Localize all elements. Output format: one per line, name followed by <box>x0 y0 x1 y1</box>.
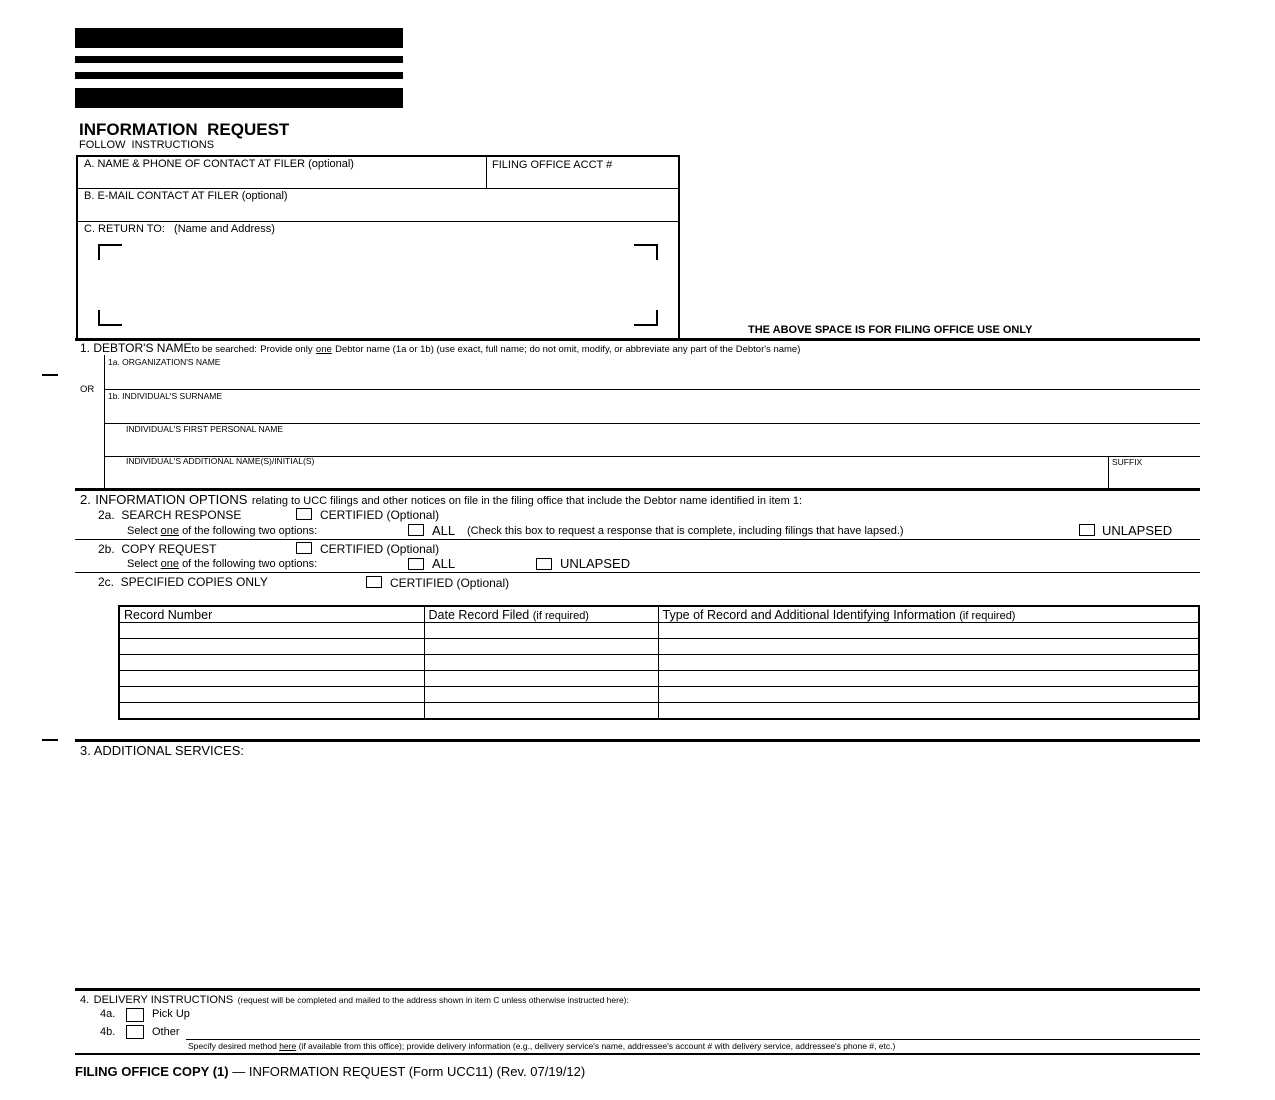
email-contact-field[interactable] <box>84 204 676 220</box>
search-unlapsed-label: UNLAPSED <box>1102 523 1173 538</box>
section-2-title-rest: relating to UCC filings and other notices on file in the filing office that include the Debtor name identified in item 1: <box>251 495 803 507</box>
additional-name-field[interactable] <box>126 470 1106 488</box>
column-header-main: Date Record Filed <box>428 607 530 622</box>
pick-up-checkbox[interactable] <box>126 1008 144 1022</box>
select-one: one <box>160 525 179 537</box>
table-row <box>119 703 1199 720</box>
margin-tick <box>42 374 58 376</box>
other-checkbox[interactable] <box>126 1025 144 1039</box>
table-cell[interactable] <box>424 655 658 671</box>
surname-label: 1b. INDIVIDUAL'S SURNAME <box>108 391 223 401</box>
table-cell[interactable] <box>119 703 424 720</box>
org-name-label: 1a. ORGANIZATION'S NAME <box>108 357 221 367</box>
copy-certified-label: CERTIFIED (Optional) <box>320 542 440 556</box>
table-header-row <box>119 606 1199 623</box>
record-table <box>118 605 1200 720</box>
column-header-note: (if required) <box>959 609 1016 622</box>
table-cell[interactable] <box>658 623 1199 639</box>
specify-here: here <box>279 1041 297 1051</box>
additional-name-label: INDIVIDUAL'S ADDITIONAL NAME(S)/INITIAL(S) <box>126 456 315 466</box>
section-1-number: 1. <box>80 341 91 355</box>
copy-certified-checkbox[interactable] <box>296 542 312 554</box>
column-header-main: Type of Record and Additional Identifying Information <box>662 607 956 622</box>
corner-bracket-icon <box>98 244 122 260</box>
search-certified-label: CERTIFIED (Optional) <box>320 508 440 522</box>
divider <box>104 355 105 489</box>
return-to-label: C. RETURN TO: (Name and Address) <box>84 223 275 235</box>
section-1-title: DEBTOR'S NAME <box>93 341 192 355</box>
table-cell[interactable] <box>658 687 1199 703</box>
contact-name-phone-label: A. NAME & PHONE OF CONTACT AT FILER (optional) <box>84 158 354 170</box>
header-bar-2 <box>75 56 403 63</box>
delivery-specify-instruction <box>188 1041 895 1051</box>
divider <box>78 221 678 222</box>
suffix-field[interactable] <box>1112 470 1200 488</box>
table-row <box>119 639 1199 655</box>
section-2-number: 2. <box>80 492 91 507</box>
return-to-address-field[interactable] <box>110 250 644 324</box>
select-pre: Select <box>127 525 158 537</box>
table-row <box>119 687 1199 703</box>
select-post: of the following two options: <box>182 558 318 570</box>
form-subtitle: FOLLOW INSTRUCTIONS <box>79 139 215 151</box>
other-label: Other <box>152 1026 180 1038</box>
corner-bracket-icon <box>634 244 658 260</box>
specify-post: (if available from this office); provide delivery information (e.g., delivery service's name, addressee's account # with delivery service, addressee's phone #, etc.) <box>298 1041 896 1051</box>
table-row <box>119 671 1199 687</box>
search-certified-checkbox[interactable] <box>296 508 312 520</box>
section-4-title-rest: (request will be completed and mailed to the address shown in item C unless otherwise instructed here): <box>237 995 629 1005</box>
suffix-label: SUFFIX <box>1112 457 1143 467</box>
email-contact-label: B. E-MAIL CONTACT AT FILER (optional) <box>84 190 288 202</box>
search-response-label: 2a. SEARCH RESPONSE <box>98 508 242 522</box>
column-header-note: (if required) <box>532 609 589 622</box>
divider <box>486 157 487 188</box>
column-header <box>424 606 658 623</box>
office-use-notice: THE ABOVE SPACE IS FOR FILING OFFICE USE ONLY <box>748 324 1033 336</box>
copy-all-checkbox[interactable] <box>408 558 424 570</box>
search-all-label: ALL <box>432 523 456 538</box>
first-name-label: INDIVIDUAL'S FIRST PERSONAL NAME <box>126 424 284 434</box>
table-cell[interactable] <box>424 671 658 687</box>
table-cell[interactable] <box>119 687 424 703</box>
section-rule <box>75 739 1200 742</box>
table-cell[interactable] <box>119 655 424 671</box>
specified-copies-label: 2c. SPECIFIED COPIES ONLY <box>98 575 268 589</box>
margin-tick <box>42 739 58 741</box>
footer-copy-label: FILING OFFICE COPY (1) <box>75 1064 229 1079</box>
table-cell[interactable] <box>424 703 658 720</box>
table-cell[interactable] <box>119 671 424 687</box>
org-name-field[interactable] <box>108 370 1200 388</box>
section-1-instr-one: one <box>315 344 332 355</box>
table-cell[interactable] <box>119 623 424 639</box>
header-bar-1 <box>75 28 403 48</box>
table-row <box>119 623 1199 639</box>
filing-office-acct-field[interactable] <box>492 172 676 188</box>
search-select-instruction <box>127 525 317 537</box>
divider <box>75 572 1200 573</box>
search-all-note: (Check this box to request a response that is complete, including filings that have lapsed.) <box>467 525 904 537</box>
copy-all-label: ALL <box>432 556 456 571</box>
column-header-main: Record Number <box>124 607 213 622</box>
pick-up-number: 4a. <box>100 1008 116 1020</box>
select-pre: Select <box>127 558 158 570</box>
footer-form-id: — INFORMATION REQUEST (Form UCC11) (Rev. 07/19/12) <box>232 1064 586 1079</box>
table-cell[interactable] <box>658 639 1199 655</box>
filing-office-acct-label: FILING OFFICE ACCT # <box>492 159 613 171</box>
corner-bracket-icon <box>98 310 122 326</box>
section-1-title-small: to be searched: <box>191 344 257 355</box>
additional-services-label: 3. ADDITIONAL SERVICES: <box>80 743 244 758</box>
section-1-instr-pre: Provide only <box>260 344 313 355</box>
copy-request-label: 2b. COPY REQUEST <box>98 542 217 556</box>
corner-bracket-icon <box>634 310 658 326</box>
table-cell[interactable] <box>424 623 658 639</box>
table-cell[interactable] <box>658 655 1199 671</box>
divider <box>186 1039 1200 1040</box>
table-row <box>119 655 1199 671</box>
surname-field[interactable] <box>108 404 1200 422</box>
table-cell[interactable] <box>658 671 1199 687</box>
search-all-checkbox[interactable] <box>408 524 424 536</box>
form-footer <box>75 1064 585 1079</box>
table-cell[interactable] <box>119 639 424 655</box>
other-number: 4b. <box>100 1026 116 1038</box>
column-header <box>119 606 424 623</box>
additional-services-field[interactable] <box>80 762 1199 986</box>
first-name-field[interactable] <box>126 437 1200 455</box>
section-1-instr-post: Debtor name (1a or 1b) (use exact, full name; do not omit, modify, or abbreviate any part of the Debtor's name) <box>335 344 801 355</box>
pick-up-label: Pick Up <box>152 1008 190 1020</box>
section-4-number: 4. <box>80 994 90 1006</box>
specified-certified-checkbox[interactable] <box>366 576 382 588</box>
column-header <box>658 606 1199 623</box>
select-post: of the following two options: <box>182 525 318 537</box>
header-bar-3 <box>75 72 403 79</box>
select-one: one <box>160 558 179 570</box>
divider <box>75 539 1200 540</box>
section-2-title: INFORMATION OPTIONS <box>95 492 248 507</box>
divider <box>104 389 1200 390</box>
section-4-title: DELIVERY INSTRUCTIONS <box>93 994 234 1006</box>
header-bar-4 <box>75 88 403 108</box>
copy-select-instruction <box>127 558 317 570</box>
table-cell[interactable] <box>658 703 1199 720</box>
section-4-heading <box>80 990 629 1008</box>
specified-certified-label: CERTIFIED (Optional) <box>390 576 510 590</box>
copy-unlapsed-checkbox[interactable] <box>536 558 552 570</box>
contact-name-phone-field[interactable] <box>84 172 484 188</box>
section-rule <box>75 1053 1200 1055</box>
form-title: INFORMATION REQUEST <box>79 120 290 139</box>
section-2-heading <box>80 491 802 509</box>
divider <box>1108 456 1109 489</box>
table-cell[interactable] <box>424 687 658 703</box>
search-unlapsed-checkbox[interactable] <box>1079 524 1095 536</box>
specify-pre: Specify desired method <box>188 1041 277 1051</box>
or-label: OR <box>80 384 95 395</box>
copy-unlapsed-label: UNLAPSED <box>560 556 631 571</box>
table-cell[interactable] <box>424 639 658 655</box>
divider <box>78 188 678 189</box>
section-1-heading <box>80 341 800 355</box>
